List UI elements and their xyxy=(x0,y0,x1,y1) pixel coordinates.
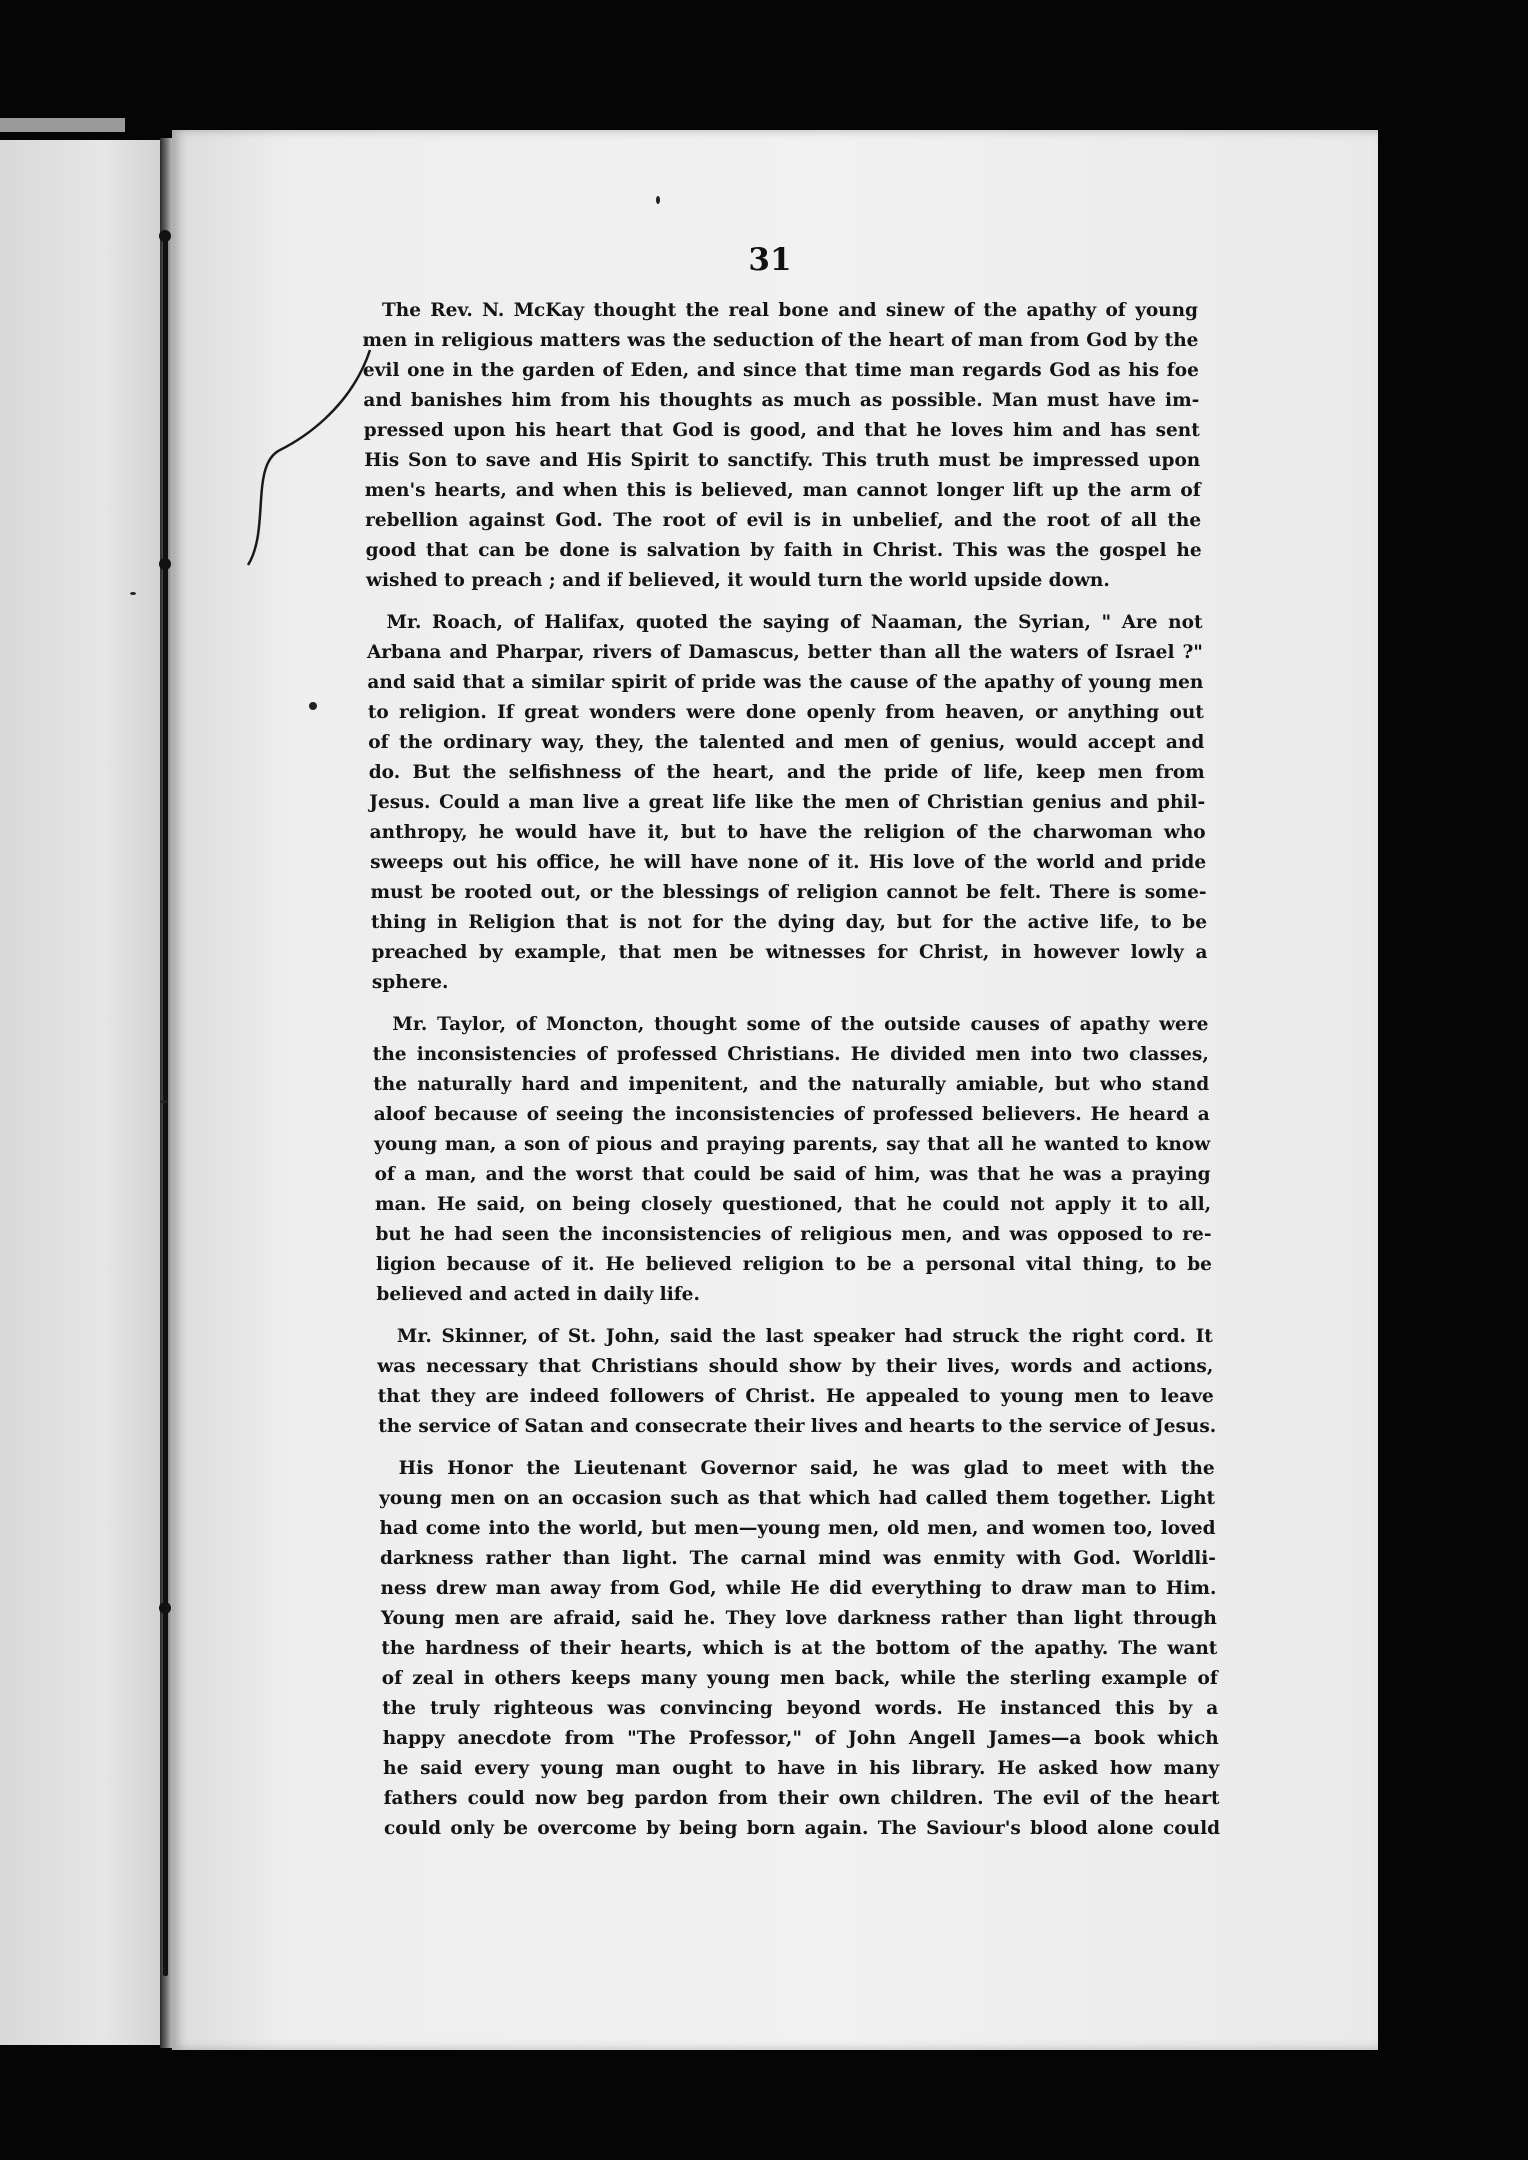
text-line: men's hearts, and when this is believed, man cannot longer lift up the arm of xyxy=(364,480,1201,501)
text-line: Jesus. Could a man live a great life like the men of Christian genius and phil- xyxy=(369,792,1206,813)
text-line: fathers could now beg pardon from their own children. The evil of the heart xyxy=(383,1788,1220,1809)
text-line: had come into the world, but men—young men, old men, and women too, loved xyxy=(379,1518,1216,1539)
text-line: rebellion against God. The root of evil is in unbelief, and the root of all the xyxy=(365,510,1202,531)
text-line: wished to preach ; and if believed, it would turn the world upside down. xyxy=(366,570,1110,591)
text-line: of a man, and the worst that could be said of him, was that he was a praying xyxy=(374,1164,1211,1185)
text-line: pressed upon his heart that God is good, and that he loves him and has sent xyxy=(363,420,1200,441)
text-line: aloof because of seeing the inconsistencies of professed believers. He heard a xyxy=(373,1104,1210,1125)
text-line: man. He said, on being closely questioned, that he could not apply it to all, xyxy=(375,1194,1212,1215)
text-line: could only be overcome by being born again. The Saviour's blood alone could xyxy=(384,1818,1221,1839)
text-line: young man, a son of pious and praying parents, say that all he wanted to know xyxy=(374,1134,1211,1155)
text-line: of zeal in others keeps many young men back, while the sterling example of xyxy=(381,1668,1218,1689)
text-line: thing in Religion that is not for the dying day, but for the active life, to be xyxy=(371,912,1207,933)
text-line: but he had seen the inconsistencies of religious men, and was opposed to re- xyxy=(375,1224,1212,1245)
text-line: ligion because of it. He believed religion to be a personal vital thing, to be xyxy=(375,1254,1212,1275)
text-line: and banishes him from his thoughts as much as possible. Man must have im- xyxy=(363,390,1200,411)
text-line: he said every young man ought to have in his library. He asked how many xyxy=(383,1758,1220,1779)
text-line: and said that a similar spirit of pride was the cause of the apathy of young men xyxy=(367,672,1204,693)
text-line: the inconsistencies of professed Christians. He divided men into two classes, xyxy=(372,1044,1209,1065)
text-line: that they are indeed followers of Christ. He appealed to young men to leave xyxy=(377,1386,1214,1407)
text-line: the truly righteous was convincing beyond words. He instanced this by a xyxy=(382,1698,1219,1719)
text-line: happy anecdote from "The Professor," of John Angell James—a book which xyxy=(382,1728,1219,1749)
text-line: of the ordinary way, they, the talented and men of genius, would accept and xyxy=(368,732,1205,753)
text-line: young men on an occasion such as that which had called them together. Light xyxy=(379,1488,1216,1509)
text-line: do. But the selfishness of the heart, and the pride of life, keep men from xyxy=(368,762,1205,783)
text-line: to religion. If great wonders were done openly from heaven, or anything out xyxy=(367,702,1204,723)
text-line: the hardness of their hearts, which is at the bottom of the apathy. The want xyxy=(381,1638,1218,1659)
text-line: anthropy, he would have it, but to have the religion of the charwoman who xyxy=(369,822,1206,843)
text-line: believed and acted in daily life. xyxy=(376,1284,700,1305)
text-line: must be rooted out, or the blessings of religion cannot be felt. There is some- xyxy=(370,882,1207,903)
text-line: the naturally hard and impenitent, and the naturally amiable, but who stand xyxy=(373,1074,1210,1095)
text-line: evil one in the garden of Eden, and since that time man regards God as his foe xyxy=(362,360,1199,381)
text-line: was necessary that Christians should show by their lives, words and actions, xyxy=(377,1356,1214,1377)
text-line: Mr. Roach, of Halifax, quoted the saying of Naaman, the Syrian, " Are not xyxy=(386,612,1203,633)
text-line: His Honor the Lieutenant Governor said, he was glad to meet with the xyxy=(398,1458,1215,1479)
text-line: good that can be done is salvation by faith in Christ. This was the gospel he xyxy=(365,540,1202,561)
text-line: Arbana and Pharpar, rivers of Damascus, better than all the waters of Israel ?" xyxy=(366,642,1203,663)
page-number: 31 xyxy=(748,242,792,278)
text-line: sphere. xyxy=(371,972,449,993)
text-line: the service of Satan and consecrate their lives and hearts to the service of Jesus. xyxy=(378,1416,1217,1437)
text-line: preached by example, that men be witnesses for Christ, in however lowly a xyxy=(371,942,1208,963)
text-line: Mr. Skinner, of St. John, said the last speaker had struck the right cord. It xyxy=(396,1326,1213,1347)
text-line: ness drew man away from God, while He did everything to draw man to Him. xyxy=(380,1578,1217,1599)
text-line: Young men are afraid, said he. They love darkness rather than light through xyxy=(380,1608,1217,1629)
text-line: The Rev. N. McKay thought the real bone and sinew of the apathy of young xyxy=(382,300,1198,321)
text-line: Mr. Taylor, of Moncton, thought some of the outside causes of apathy were xyxy=(392,1014,1209,1035)
text-line: sweeps out his office, he will have none of it. His love of the world and pride xyxy=(370,852,1207,873)
text-line: His Son to save and His Spirit to sanctify. This truth must be impressed upon xyxy=(364,450,1201,471)
text-line: darkness rather than light. The carnal mind was enmity with God. Worldli- xyxy=(380,1548,1216,1569)
text-line: men in religious matters was the seduction of the heart of man from God by the xyxy=(362,330,1199,351)
